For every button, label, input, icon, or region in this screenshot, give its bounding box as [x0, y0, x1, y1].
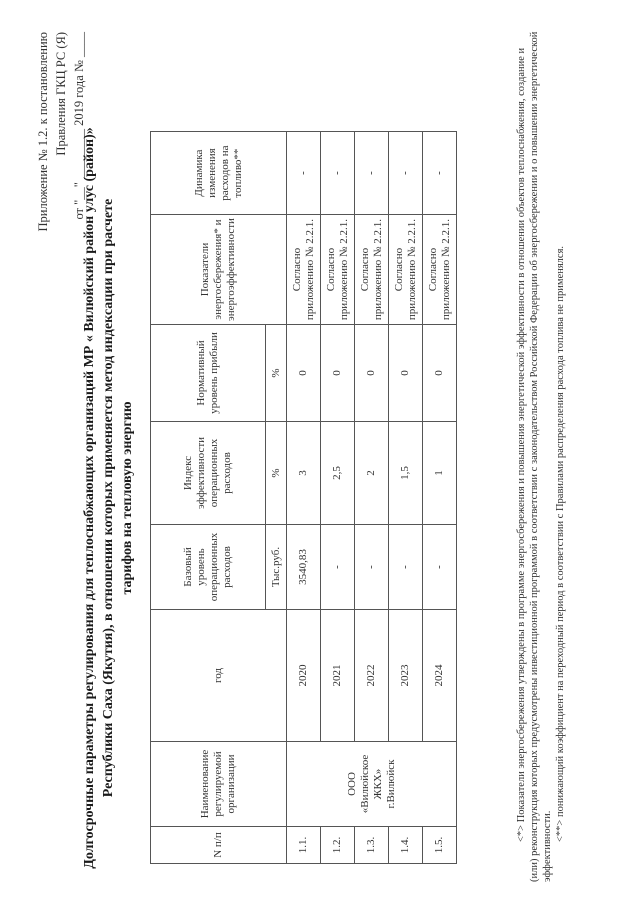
row-fuel-dynamics: -: [287, 132, 321, 215]
organization-name: [287, 742, 457, 827]
row-efficiency-index: 3: [287, 422, 321, 525]
table-row: [287, 132, 321, 864]
row-year: 2022: [355, 610, 389, 742]
footnotes: [515, 22, 567, 882]
unit-index: %: [266, 422, 287, 525]
row-year: 2024: [423, 610, 457, 742]
document-title: [80, 118, 137, 878]
row-efficiency-index: 2: [355, 422, 389, 525]
row-normative-profit: 0: [287, 325, 321, 422]
row-efficiency-index: 1: [423, 422, 457, 525]
header-efficiency-index: Индекс эффективности операционных расходов: [151, 422, 266, 525]
appendix-label: Приложение № 1.2. к постановлению: [36, 32, 50, 232]
org-line-3: ЖКХ»: [371, 768, 384, 800]
row-base-level: 3540,83: [287, 525, 321, 610]
board-label: Правления ГКЦ РС (Я): [54, 32, 68, 156]
unit-base: Тыс.руб.: [266, 525, 287, 610]
row-normative-profit: 0: [423, 325, 457, 422]
row-normative-profit: 0: [321, 325, 355, 422]
footnote-fuel-coefficient: <**> понижающий коэффициент на переходный период в соответствии с Правилами распределения расхода топлива не применялся.: [555, 245, 566, 842]
title-line-1: Долгосрочные параметры регулирования для теплоснабжающих организаций МР « Вилюйский район улус (район)»: [82, 127, 97, 869]
title-line-3: тарифов на тепловую энергию: [120, 401, 135, 595]
row-normative-profit: 0: [389, 325, 423, 422]
row-number: 1.3.: [355, 827, 389, 864]
row-efficiency-index: 1,5: [389, 422, 423, 525]
row-fuel-dynamics: -: [321, 132, 355, 215]
header-energy-indicators: Показатели энергосбережения* и энергоэффективности: [151, 215, 287, 325]
parameters-table: [150, 131, 457, 864]
row-number: 1.4.: [389, 827, 423, 864]
row-number: 1.2.: [321, 827, 355, 864]
row-base-level: -: [321, 525, 355, 610]
header-organization: Наименование регулируемой организации: [151, 742, 287, 827]
row-efficiency-index: 2,5: [321, 422, 355, 525]
header-n: N п/п: [151, 827, 287, 864]
header-base-level: Базовый уровень операционных расходов: [151, 525, 266, 610]
rotated-document-page: [20, 12, 620, 892]
table-header-row: [151, 132, 266, 864]
footnote-energy-saving: <*> Показатели энергосбережения утверждены в программе энергосбережения и повышения энергетической эффективности в отношении объектов теплоснабжения, создание и (или) реконструкция которых предусмотрены инвестиционной программой в соответствии с законодательством Российской Федерации об энергосбережении и о повышении энергетической эффективности.: [516, 31, 553, 882]
row-base-level: -: [389, 525, 423, 610]
row-fuel-dynamics: -: [389, 132, 423, 215]
org-line-4: г.Вилюйск: [384, 759, 397, 809]
header-year: год: [151, 610, 287, 742]
unit-norm: %: [266, 325, 287, 422]
row-energy-indicators: Согласно приложению № 2.2.1.: [423, 215, 457, 325]
row-number: 1.1.: [287, 827, 321, 864]
row-energy-indicators: Согласно приложению № 2.2.1.: [355, 215, 389, 325]
row-base-level: -: [423, 525, 457, 610]
row-normative-profit: 0: [355, 325, 389, 422]
row-year: 2023: [389, 610, 423, 742]
title-line-2: Республики Саха (Якутия), в отношении которых применяется метод индексации при расчете: [101, 198, 116, 798]
org-line-1: ООО: [345, 772, 358, 796]
row-fuel-dynamics: -: [423, 132, 457, 215]
row-number: 1.5.: [423, 827, 457, 864]
header-normative-profit: Нормативный уровень прибыли: [151, 325, 266, 422]
row-energy-indicators: Согласно приложению № 2.2.1.: [287, 215, 321, 325]
org-line-2: «Вилюйское: [358, 754, 371, 814]
date-line: от "__" ________ 2019 года № ____: [72, 32, 86, 220]
row-energy-indicators: Согласно приложению № 2.2.1.: [389, 215, 423, 325]
row-energy-indicators: Согласно приложению № 2.2.1.: [321, 215, 355, 325]
row-year: 2020: [287, 610, 321, 742]
row-year: 2021: [321, 610, 355, 742]
row-base-level: -: [355, 525, 389, 610]
row-fuel-dynamics: -: [355, 132, 389, 215]
header-fuel-dynamics: Динамика изменения расходов на топливо**: [151, 132, 287, 215]
